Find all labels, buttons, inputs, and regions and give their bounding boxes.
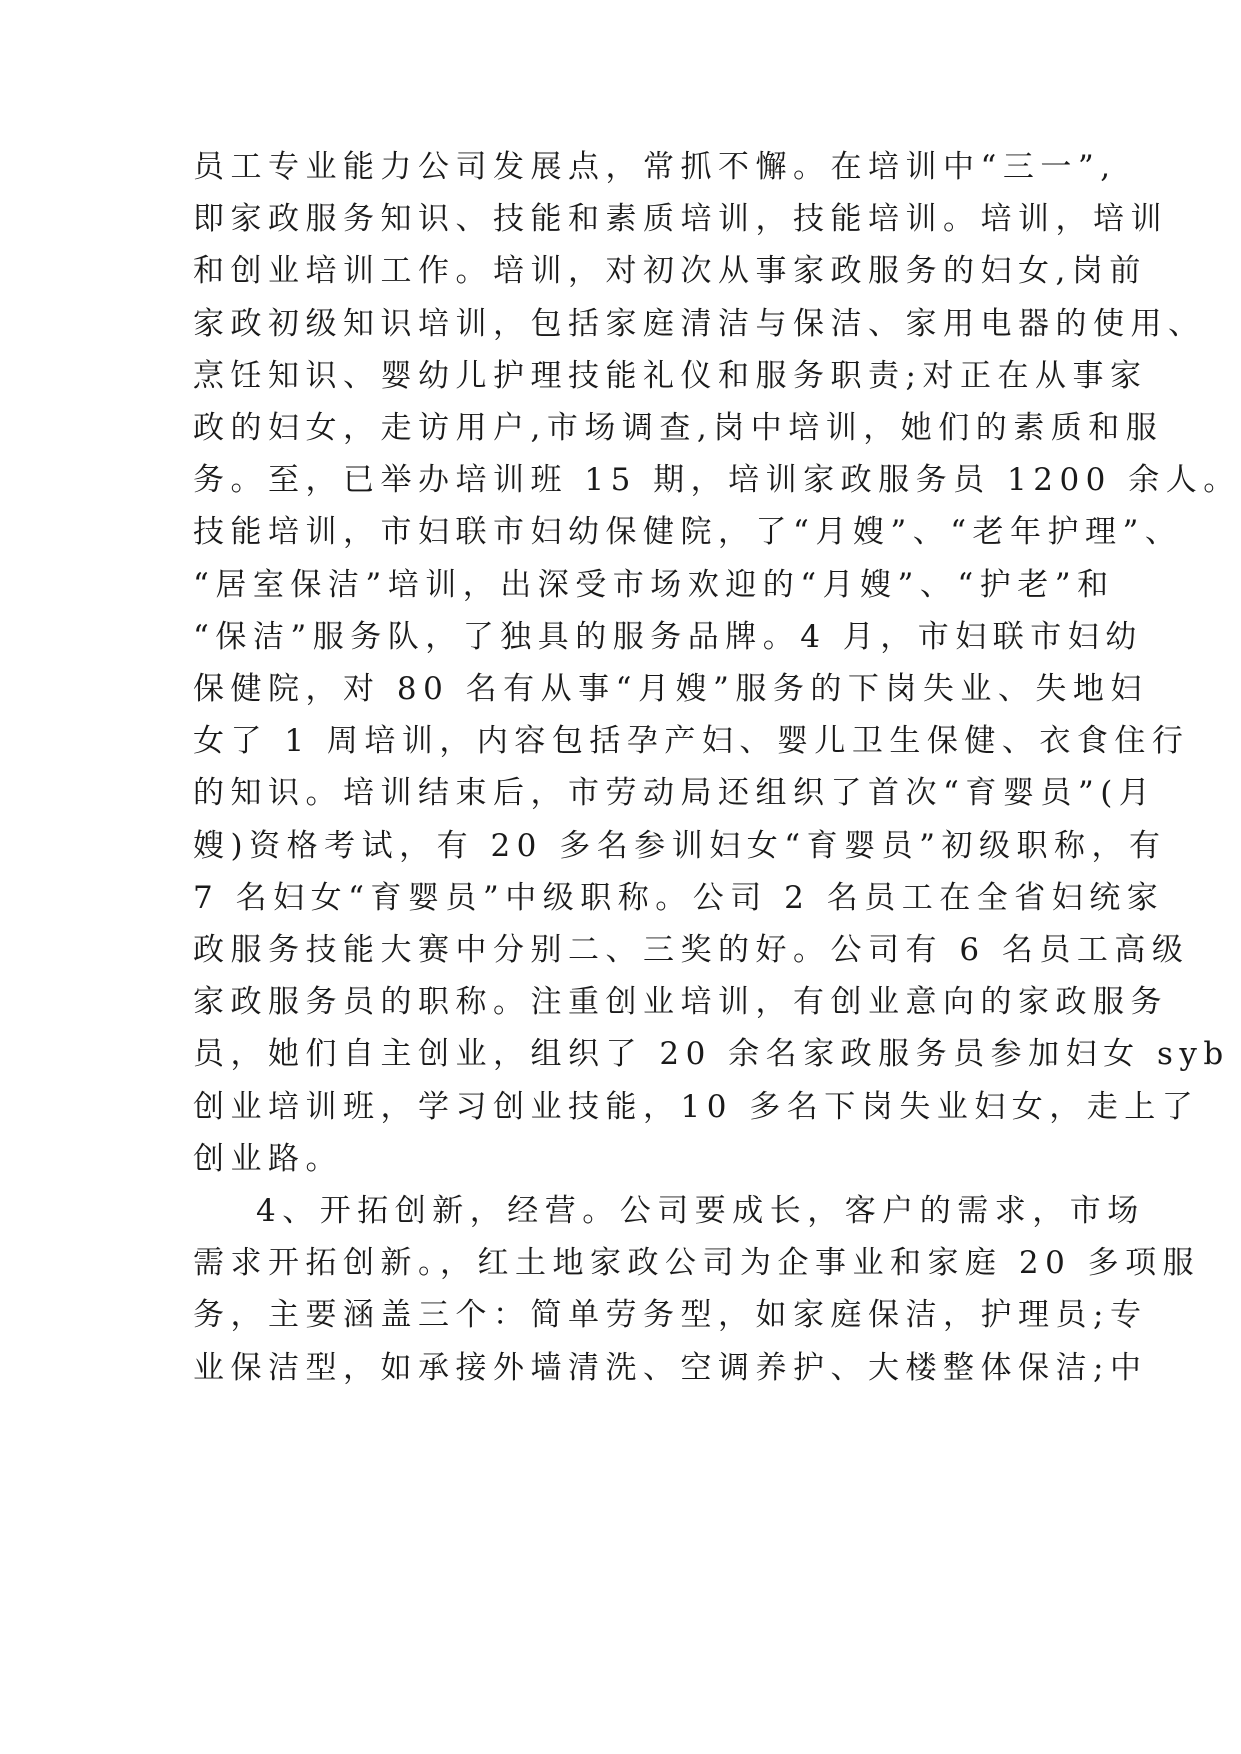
text-line: 务。至，已举办培训班 15 期，培训家政服务员 1200 余人。 — [193, 462, 1241, 498]
text-line: 员工专业能力公司发展点，常抓不懈。在培训中“三一”, — [193, 149, 1117, 185]
text-line: 员，她们自主创业，组织了 20 余名家政服务员参加妇女 syb — [193, 1036, 1230, 1072]
text-line: 需求开拓创新。，红土地家政公司为企事业和家庭 20 多项服 — [193, 1245, 1201, 1281]
text-line: 女了 1 周培训，内容包括孕产妇、婴儿卫生保健、衣食住行 — [193, 723, 1190, 759]
text-line: 家政服务员的职称。注重创业培训，有创业意向的家政服务 — [193, 984, 1168, 1020]
text-line: 政的妇女，走访用户,市场调查,岗中培训，她们的素质和服 — [193, 410, 1164, 446]
text-line: 家政初级知识培训，包括家庭清洁与保洁、家用电器的使用、 — [193, 306, 1206, 342]
text-line: 业保洁型，如承接外墙清洗、空调养护、大楼整体保洁;中 — [193, 1350, 1148, 1386]
text-line: 即家政服务知识、技能和素质培训，技能培训。培训，培训 — [193, 201, 1168, 237]
text-line: 创业培训班，学习创业技能，10 多名下岗失业妇女，走上了 — [193, 1089, 1200, 1125]
text-line: 技能培训，市妇联市妇幼保健院，了“月嫂”、“老年护理”、 — [193, 514, 1183, 550]
text-line: 创业路。 — [193, 1141, 343, 1177]
text-line: 7 名妇女“育婴员”中级职称。公司 2 名员工在全省妇统家 — [193, 880, 1165, 916]
text-line: 嫂)资格考试，有 20 多名参训妇女“育婴员”初级职称，有 — [193, 828, 1167, 864]
text-line: 和创业培训工作。培训，对初次从事家政服务的妇女,岗前 — [193, 253, 1147, 289]
text-line: “居室保洁”培训，出深受市场欢迎的“月嫂”、“护老”和 — [193, 567, 1115, 603]
text-line: 务，主要涵盖三个：简单劳务型，如家庭保洁，护理员;专 — [193, 1297, 1148, 1333]
text-line: 4、开拓创新，经营。公司要成长，客户的需求，市场 — [256, 1193, 1145, 1229]
text-line: 的知识。培训结束后，市劳动局还组织了首次“育婴员”(月 — [193, 775, 1157, 811]
text-line: 保健院，对 80 名有从事“月嫂”服务的下岗失业、失地妇 — [193, 671, 1148, 707]
text-line: “保洁”服务队，了独具的服务品牌。4 月，市妇联市妇幼 — [193, 619, 1143, 655]
text-line: 政服务技能大赛中分别二、三奖的好。公司有 6 名员工高级 — [193, 932, 1190, 968]
text-line: 烹饪知识、婴幼儿护理技能礼仪和服务职责;对正在从事家 — [193, 358, 1148, 394]
